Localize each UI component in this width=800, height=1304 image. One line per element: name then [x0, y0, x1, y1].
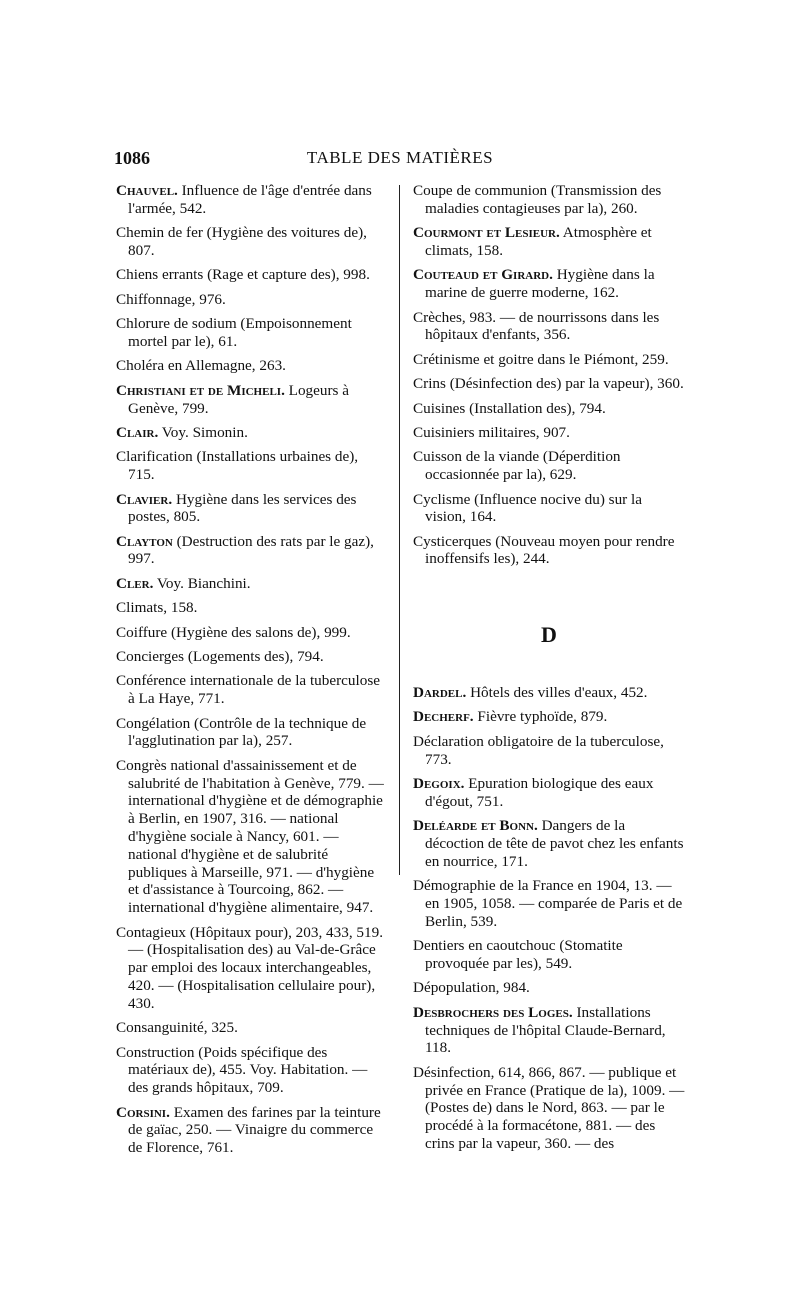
entry-text: Crins (Désinfection des) par la vapeur), 360.: [413, 375, 684, 393]
entry-text: Crétinisme et goitre dans le Piémont, 259.: [413, 350, 669, 368]
entry-text: Choléra en Allemagne, 263.: [116, 357, 286, 375]
entry-text: Cuisson de la viande (Déperdition occasionnée par la), 629.: [413, 448, 621, 484]
index-entry: [413, 309, 685, 345]
entry-text: Voy. Simonin.: [158, 423, 248, 441]
index-entry: [413, 733, 685, 769]
index-entry: [413, 375, 685, 393]
entry-text: Cysticerques (Nouveau moyen pour rendre inoffensifs les), 244.: [413, 532, 675, 568]
entry-author: Corsini.: [116, 1103, 170, 1121]
entry-text: Cuisiniers militaires, 907.: [413, 423, 570, 441]
index-entry: [413, 1064, 685, 1153]
page-title: TABLE DES MATIÈRES: [306, 148, 494, 167]
index-entry: [413, 224, 685, 260]
index-entry: [413, 684, 685, 702]
page-header: [0, 148, 800, 172]
entry-text: Démographie de la France en 1904, 13. — en 1905, 1058. — comparée de Paris et de Berlin, 539.: [413, 877, 683, 930]
index-entry: [413, 979, 685, 997]
index-entry: [413, 351, 685, 369]
entry-author: Deléarde et Bonn.: [413, 817, 538, 835]
index-entry: [116, 1019, 388, 1037]
entry-text: Congrès national d'assainissement et de salubrité de l'habitation à Genève, 779. — international d'hygiène et de démographie à Berlin, en 1907, 316. — national d'hygiène sociale à Nancy, 601. — national d'hygiène et de salubrité publiques à Marseille, 971. — d'hygiène et d'assistance à Tourcoing, 862. — international d'hygiène alimentaire, 947.: [116, 756, 384, 917]
entry-text: Conférence internationale de la tuberculose à La Haye, 771.: [116, 672, 380, 708]
index-entry: [116, 757, 388, 917]
index-entry: [116, 382, 388, 418]
entry-text: Clarification (Installations urbaines de), 715.: [116, 448, 359, 484]
entry-text: Coiffure (Hygiène des salons de), 999.: [116, 623, 351, 641]
entry-text: Dangers de la décoction de tête de pavot chez les enfants en nourrice, 171.: [425, 817, 684, 870]
index-entry: [116, 575, 388, 593]
index-entry: [413, 266, 685, 302]
entry-text: Consanguinité, 325.: [116, 1019, 238, 1037]
entry-text: Chlorure de sodium (Empoisonnement mortel par le), 61.: [116, 315, 352, 350]
index-entry: [413, 937, 685, 973]
index-entry: [116, 315, 388, 351]
index-entry: [413, 1004, 685, 1057]
entry-author: Desbrochers des Loges.: [413, 1003, 573, 1021]
entry-text: Dépopulation, 984.: [413, 979, 530, 997]
entry-text: Déclaration obligatoire de la tuberculose, 773.: [413, 732, 664, 768]
index-entry: [116, 715, 388, 751]
index-column-left: [116, 182, 388, 1164]
index-entry: [116, 448, 388, 484]
index-entry: [116, 357, 388, 375]
section-letter-heading: D: [541, 622, 557, 648]
entry-author: Degoix.: [413, 775, 465, 793]
index-entry: [413, 708, 685, 726]
index-entry: [116, 266, 388, 284]
index-entry: [116, 924, 388, 1013]
entry-text: Voy. Bianchini.: [153, 574, 251, 592]
index-entry: [413, 424, 685, 442]
index-entry: [116, 182, 388, 218]
index-entry: [413, 877, 685, 930]
index-entry: [116, 1044, 388, 1097]
entry-text: Congélation (Contrôle de la technique de l'agglutination par la), 257.: [116, 714, 367, 750]
index-entry: [116, 533, 388, 569]
entry-text: Chiens errants (Rage et capture des), 998.: [116, 266, 370, 284]
entry-author: Chauvel.: [116, 182, 178, 199]
entry-text: Hôtels des villes d'eaux, 452.: [466, 684, 648, 702]
index-entry: [413, 491, 685, 527]
entry-author: Clair.: [116, 423, 159, 441]
entry-text: Atmosphère et climats, 158.: [425, 224, 652, 259]
entry-author: Clavier.: [116, 490, 173, 508]
entry-text: Installations techniques de l'hôpital Claude-Bernard, 118.: [425, 1003, 666, 1057]
entry-text: Coupe de communion (Transmission des maladies contagieuses par la), 260.: [413, 182, 662, 217]
index-entry: [413, 533, 685, 569]
entry-text: Hygiène dans la marine de guerre moderne, 162.: [425, 266, 655, 302]
entry-author: Cler.: [116, 574, 154, 592]
index-entry: [413, 182, 685, 218]
page-number: 1086: [114, 148, 150, 168]
entry-text: Climats, 158.: [116, 599, 198, 617]
entry-text: Contagieux (Hôpitaux pour), 203, 433, 519. — (Hospitalisation des) au Val-de-Grâce par emploi des locaux interchangeables, 420. — (Hospitalisation cellulaire pour), 430.: [116, 923, 384, 1012]
index-entry: [116, 648, 388, 666]
index-entry: [116, 672, 388, 708]
entry-text: Epuration biologique des eaux d'égout, 751.: [425, 775, 654, 810]
entry-text: Cuisines (Installation des), 794.: [413, 399, 606, 417]
index-entry: [413, 775, 685, 811]
entry-author: Clayton: [116, 532, 173, 550]
entry-text: Construction (Poids spécifique des matériaux de), 455. Voy. Habitation. — des grands hôpitaux, 709.: [116, 1043, 368, 1097]
index-entry: [116, 491, 388, 527]
entry-text: Dentiers en caoutchouc (Stomatite provoquée par les), 549.: [413, 937, 623, 972]
entry-author: Couteaud et Girard.: [413, 266, 553, 284]
entry-text: Fièvre typhoïde, 879.: [473, 708, 608, 726]
entry-text: Influence de l'âge d'entrée dans l'armée, 542.: [128, 182, 372, 217]
index-entry: [116, 224, 388, 260]
index-entry: [413, 448, 685, 484]
index-entry: [116, 599, 388, 617]
index-entry: [116, 624, 388, 642]
index-entry: [413, 400, 685, 418]
entry-text: Examen des farines par la teinture de gaïac, 250. — Vinaigre du commerce de Florence, 761.: [128, 1103, 381, 1157]
entry-author: Dardel.: [413, 684, 467, 702]
column-divider: [399, 185, 400, 875]
entry-text: Hygiène dans les services des postes, 805.: [128, 490, 357, 526]
index-entry: [116, 424, 388, 442]
entry-text: Chemin de fer (Hygiène des voitures de), 807.: [116, 224, 367, 259]
entry-text: Crèches, 983. — de nourrissons dans les hôpitaux d'enfants, 356.: [413, 308, 660, 344]
entry-text: Désinfection, 614, 866, 867. — publique et privée en France (Pratique de la), 1009. — (Postes de) dans le Nord, 863. — par le procédé à la formacétone, 881. — des crins par la vapeur, 360. — des: [413, 1063, 685, 1152]
entry-text: Chiffonnage, 976.: [116, 290, 226, 308]
index-entry: [116, 1104, 388, 1157]
entry-author: Decherf.: [413, 708, 474, 726]
entry-text: Cyclisme (Influence nocive du) sur la vision, 164.: [413, 490, 642, 526]
entry-text: Concierges (Logements des), 794.: [116, 648, 324, 666]
index-entry: [116, 291, 388, 309]
entry-text: (Destruction des rats par le gaz), 997.: [128, 532, 374, 568]
entry-text: Logeurs à Genève, 799.: [128, 381, 349, 417]
index-column-right: [413, 182, 685, 1159]
entry-author: Courmont et Lesieur.: [413, 224, 560, 242]
index-entry: [413, 817, 685, 870]
entry-author: Christiani et de Micheli.: [116, 381, 285, 399]
